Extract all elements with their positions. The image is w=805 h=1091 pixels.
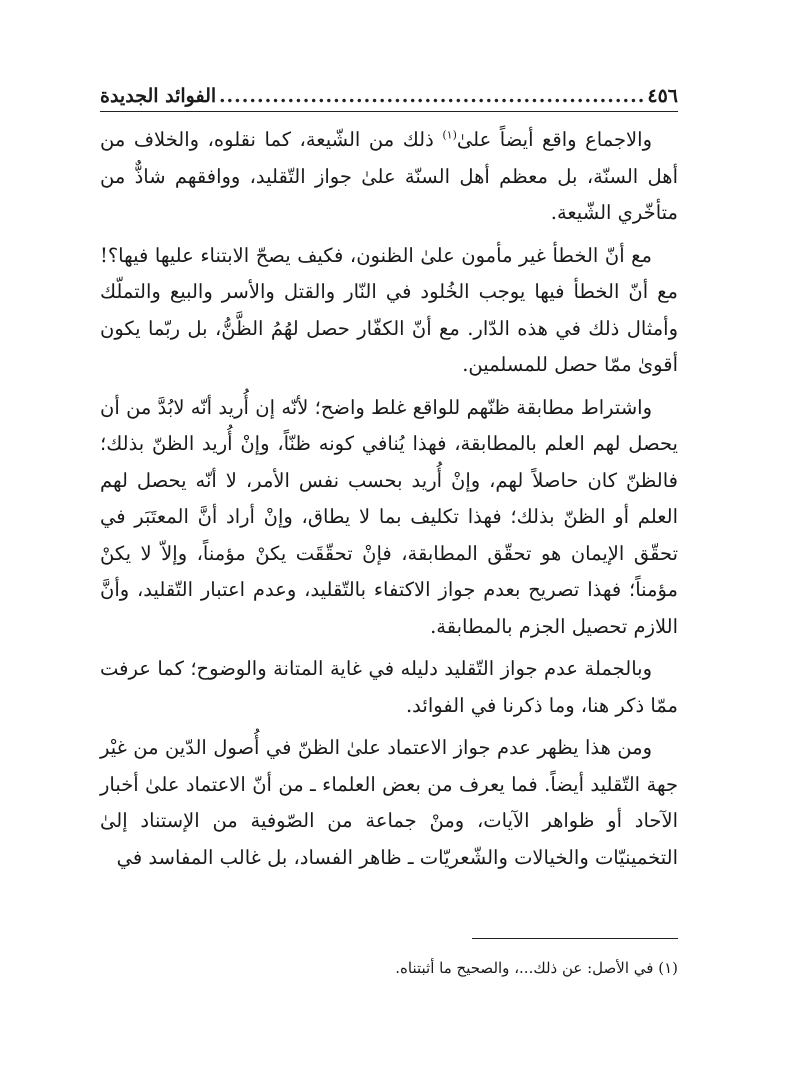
book-title: الفوائد الجديدة — [100, 85, 217, 107]
page-number: ٤٥٦ — [647, 85, 678, 107]
paragraph-3-text: واشتراط مطابقة ظنّهم للواقع غلط واضح؛ لأنّه إن أُريد أنّه لابُدَّ من أن يحصل لهم العلم بالمطابقة، فهذا يُنافي كونه ظنّاً، وإنْ أُريد الظنّ بذلك؛ فالظنّ كان حاصلاً لهم، وإنْ أُريد بحسب نفس الأمر، لا أنّه يحصل لهم العلم أو الظنّ بذلك؛ فهذا تكليف بما لا يطاق، وإنْ أراد أنَّ المعتَبَر في تحقّق الإيمان هو تحقّق المطابقة، فإنْ تحقّقَت يكنْ مؤمناً، وإلاّ لا يكنْ مؤمناً؛ فهذا تصريح بعدم جواز الاكتفاء بالتّقليد، وعدم اعتبار التّقليد، وأنَّ اللازم تحصيل الجزم بالمطابقة. — [100, 395, 678, 638]
paragraph-5-text: ومن هذا يظهر عدم جواز الاعتماد علىٰ الظنّ في أُصول الدّين من غيْر جهة التّقليد أيضاً. فما يعرف من بعض العلماء ـ من أنّ الاعتماد علىٰ أخبار الآحاد أو ظواهر الآيات، ومنْ جماعة من الصّوفية من الإستناد إلىٰ التخمينيّات والخيالات والشّعريّات ـ ظاهر الفساد، بل غالب المفاسد في — [100, 736, 678, 869]
paragraph-3 — [100, 390, 678, 646]
paragraph-2-text: مع أنّ الخطأ غير مأمون علىٰ الظنون، فكيف يصحّ الابتناء عليها فيها؟! مع أنّ الخطأ فيها يوجب الخُلود في النّار والقتل والأسر والبيع والتملّك وأمثال ذلك في هذه الدّار. مع أنّ الكفّار حصل لهُمُ الظَّنُّ، بل ربّما يكون أقوىٰ ممّا حصل للمسلمين. — [100, 243, 678, 376]
paragraph-1-opening: والاجماع واقع أيضاً علىٰ — [456, 128, 652, 151]
paragraph-1 — [100, 122, 678, 232]
paragraph-4 — [100, 651, 678, 724]
main-text — [100, 122, 678, 882]
paragraph-2 — [100, 238, 678, 384]
paragraph-1-rest: ذلك من الشّيعة، كما نقلوه، والخلاف من أهل السنّة، بل معظم أهل السنّة علىٰ جواز التّقليد، ووافقهم شاذٌّ من متأخّري الشّيعة. — [100, 128, 678, 224]
running-header — [100, 80, 678, 112]
footnote: (١) في الأصل: عن ذلك...، والصحيح ما أثبتناه. — [395, 959, 678, 977]
header-leader-dots — [218, 85, 645, 107]
header-rule — [100, 111, 678, 112]
footnote-separator — [472, 938, 678, 939]
paragraph-5 — [100, 730, 678, 876]
paragraph-4-text: وبالجملة عدم جواز التّقليد دليله في غاية المتانة والوضوح؛ كما عرفت ممّا ذكر هنا، وما ذكرنا في الفوائد. — [100, 657, 678, 717]
footnote-marker: (١) — [442, 128, 457, 142]
